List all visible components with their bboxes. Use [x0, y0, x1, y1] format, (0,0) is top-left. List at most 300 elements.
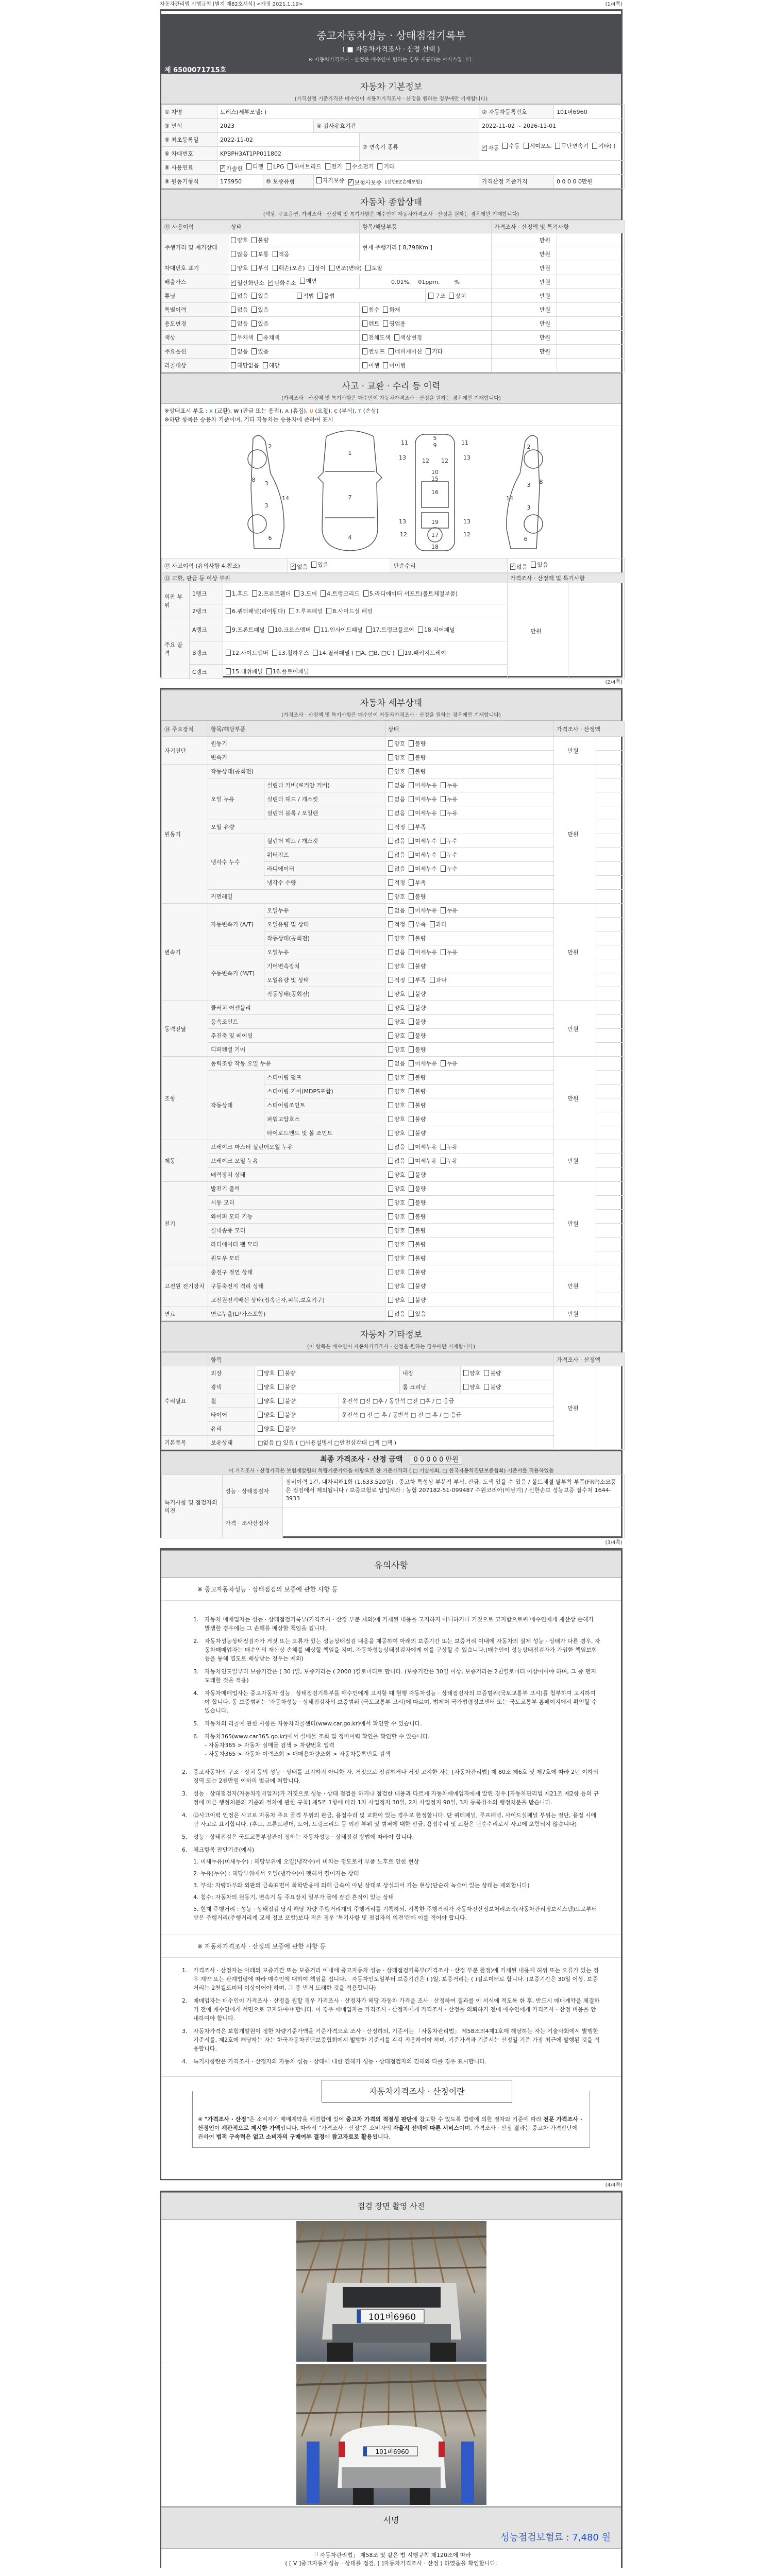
checkbox-icon[interactable] — [463, 1370, 468, 1376]
checkbox-icon[interactable] — [409, 1199, 414, 1206]
checkbox-option[interactable] — [365, 264, 382, 272]
checkbox-option[interactable] — [409, 1198, 426, 1207]
checkbox-option[interactable] — [409, 1087, 426, 1095]
checkbox-option[interactable] — [388, 1240, 405, 1248]
checkbox-option[interactable] — [449, 292, 466, 300]
checkbox-option[interactable] — [388, 1031, 405, 1040]
checkbox-option[interactable] — [409, 739, 426, 748]
checkbox-option[interactable] — [409, 809, 437, 817]
checkbox-option[interactable] — [409, 906, 437, 914]
checkbox-icon[interactable] — [388, 824, 393, 830]
checkbox-option[interactable] — [409, 1115, 426, 1123]
checkbox-option[interactable] — [388, 1268, 405, 1276]
checkbox-option[interactable] — [463, 1369, 480, 1377]
checkbox-icon[interactable] — [409, 810, 414, 816]
checkbox-option[interactable] — [226, 625, 265, 634]
checkbox-icon[interactable] — [409, 754, 414, 760]
checkbox-option[interactable] — [383, 306, 400, 314]
checkbox-icon[interactable] — [258, 1370, 263, 1376]
checkbox-icon[interactable] — [309, 265, 314, 271]
checkbox-option[interactable] — [409, 1296, 426, 1304]
checked-box-icon[interactable]: ✓ — [291, 563, 296, 569]
checkbox-icon[interactable] — [388, 1297, 393, 1303]
checkbox-icon[interactable] — [388, 866, 393, 872]
checkbox-icon[interactable] — [484, 1384, 489, 1390]
checkbox-icon[interactable] — [231, 293, 236, 299]
checkbox-icon[interactable] — [362, 307, 367, 313]
checkbox-option[interactable] — [409, 962, 426, 970]
checkbox-option[interactable] — [388, 837, 405, 845]
checkbox-option[interactable] — [409, 1018, 426, 1026]
checkbox-icon[interactable] — [251, 265, 257, 271]
checkbox-option[interactable] — [441, 906, 458, 914]
checkbox-option[interactable] — [502, 142, 519, 150]
checkbox-option[interactable] — [251, 306, 268, 314]
checkbox-icon[interactable] — [441, 810, 446, 816]
checkbox-icon[interactable] — [388, 1074, 393, 1080]
checkbox-option[interactable] — [252, 589, 291, 598]
checkbox-icon[interactable] — [272, 650, 277, 656]
checkbox-option[interactable] — [226, 667, 263, 675]
checkbox-icon[interactable] — [441, 838, 446, 844]
checkbox-icon[interactable] — [377, 163, 382, 170]
checkbox-icon[interactable] — [226, 626, 231, 633]
checkbox-icon[interactable] — [388, 1144, 393, 1150]
checkbox-icon[interactable] — [266, 668, 272, 674]
checkbox-option[interactable] — [388, 1212, 405, 1221]
checkbox-icon[interactable] — [409, 1130, 414, 1136]
checked-box-icon[interactable]: ✓ — [511, 563, 515, 569]
checkbox-icon[interactable] — [231, 237, 236, 243]
checkbox-icon[interactable] — [441, 1060, 446, 1066]
checkbox-option[interactable] — [326, 607, 373, 615]
checkbox-icon[interactable] — [441, 796, 446, 802]
checkbox-icon[interactable] — [430, 977, 435, 983]
checkbox-icon[interactable] — [278, 1384, 283, 1390]
checkbox-icon[interactable] — [231, 362, 236, 368]
checkbox-option[interactable] — [441, 781, 458, 789]
checked-box-icon[interactable]: ✓ — [482, 144, 487, 150]
checkbox-icon[interactable] — [409, 1074, 414, 1080]
checkbox-icon[interactable] — [231, 334, 236, 341]
checkbox-option[interactable] — [258, 1425, 275, 1433]
checkbox-option[interactable] — [388, 1310, 405, 1318]
checkbox-option[interactable] — [251, 319, 268, 328]
checkbox-option[interactable] — [251, 250, 268, 258]
checkbox-icon[interactable] — [388, 768, 393, 774]
checkbox-icon[interactable] — [409, 866, 414, 872]
checkbox-option[interactable] — [430, 976, 447, 984]
checkbox-option[interactable] — [346, 162, 374, 171]
checkbox-option[interactable] — [231, 292, 248, 300]
checkbox-option[interactable] — [409, 1073, 426, 1081]
checkbox-icon[interactable] — [409, 1172, 414, 1178]
checkbox-icon[interactable] — [592, 143, 597, 149]
checkbox-icon[interactable] — [388, 1199, 393, 1206]
checkbox-icon[interactable] — [288, 163, 293, 170]
checkbox-option[interactable] — [278, 1411, 295, 1419]
checkbox-option[interactable] — [388, 1143, 405, 1151]
checkbox-icon[interactable] — [409, 1019, 414, 1025]
checkbox-icon[interactable] — [257, 334, 262, 341]
checkbox-option[interactable] — [231, 333, 254, 342]
checkbox-icon[interactable] — [409, 1032, 414, 1039]
checkbox-option[interactable] — [251, 264, 268, 272]
checkbox-option[interactable] — [409, 1045, 426, 1054]
checkbox-option[interactable] — [409, 1240, 426, 1248]
checkbox-option[interactable] — [409, 823, 426, 831]
checkbox-icon[interactable] — [251, 293, 257, 299]
checkbox-icon[interactable] — [263, 362, 268, 368]
checkbox-icon[interactable] — [388, 1185, 393, 1192]
checkbox-option[interactable] — [383, 319, 406, 328]
checkbox-icon[interactable] — [365, 265, 371, 271]
checkbox-icon[interactable] — [428, 293, 433, 299]
checkbox-option[interactable] — [409, 767, 426, 775]
checkbox-icon[interactable] — [409, 1158, 414, 1164]
checkbox-icon[interactable] — [388, 838, 393, 844]
checkbox-icon[interactable] — [362, 320, 367, 327]
checkbox-option[interactable] — [366, 625, 414, 634]
checkbox-option[interactable] — [482, 144, 499, 152]
checkbox-option[interactable] — [388, 781, 405, 789]
checkbox-option[interactable] — [441, 1143, 458, 1151]
checkbox-option[interactable] — [289, 607, 323, 615]
checkbox-icon[interactable] — [388, 1241, 393, 1247]
checkbox-option[interactable] — [258, 1411, 275, 1419]
checkbox-option[interactable] — [251, 347, 268, 355]
checkbox-option[interactable] — [226, 607, 285, 615]
checkbox-icon[interactable] — [388, 963, 393, 969]
checkbox-icon[interactable] — [267, 163, 272, 170]
checkbox-option[interactable] — [273, 264, 305, 272]
checkbox-option[interactable] — [267, 163, 284, 170]
checkbox-icon[interactable] — [409, 1283, 414, 1289]
checkbox-option[interactable] — [231, 279, 264, 287]
checkbox-icon[interactable] — [409, 1213, 414, 1219]
checkbox-icon[interactable] — [426, 348, 431, 354]
checkbox-icon[interactable] — [246, 163, 251, 170]
checkbox-option[interactable] — [317, 292, 334, 300]
checkbox-option[interactable] — [409, 795, 437, 803]
checkbox-icon[interactable] — [409, 1297, 414, 1303]
checkbox-option[interactable] — [409, 920, 426, 928]
checkbox-option[interactable] — [231, 264, 248, 272]
checkbox-option[interactable] — [388, 851, 405, 859]
checkbox-option[interactable] — [388, 1254, 405, 1262]
checkbox-icon[interactable] — [388, 1158, 393, 1164]
checkbox-icon[interactable] — [278, 1412, 283, 1418]
checkbox-icon[interactable] — [409, 824, 414, 830]
checkbox-icon[interactable] — [388, 991, 393, 997]
checkbox-icon[interactable] — [388, 879, 393, 886]
checkbox-icon[interactable] — [258, 1398, 263, 1404]
checkbox-icon[interactable] — [251, 320, 257, 327]
checkbox-icon[interactable] — [441, 852, 446, 858]
checkbox-icon[interactable] — [409, 1255, 414, 1261]
checkbox-option[interactable] — [388, 906, 405, 914]
checkbox-option[interactable] — [231, 319, 248, 328]
checkbox-option[interactable] — [246, 162, 263, 171]
checkbox-icon[interactable] — [231, 320, 236, 327]
checkbox-option[interactable] — [388, 1184, 405, 1193]
checkbox-icon[interactable] — [297, 293, 302, 299]
checkbox-icon[interactable] — [441, 1158, 446, 1164]
checkbox-icon[interactable] — [388, 1088, 393, 1094]
checkbox-option[interactable] — [409, 1226, 426, 1234]
checkbox-option[interactable] — [388, 1157, 405, 1165]
checkbox-option[interactable] — [409, 1101, 426, 1109]
checkbox-icon[interactable] — [409, 1269, 414, 1275]
checkbox-icon[interactable] — [388, 1046, 393, 1053]
checkbox-option[interactable] — [329, 264, 362, 272]
checkbox-icon[interactable] — [388, 1102, 393, 1108]
checkbox-option[interactable] — [441, 865, 458, 873]
checkbox-option[interactable] — [388, 962, 405, 970]
checkbox-icon[interactable] — [388, 796, 393, 802]
checkbox-icon[interactable] — [388, 1283, 393, 1289]
checkbox-icon[interactable] — [325, 163, 330, 170]
checked-box-icon[interactable]: ✓ — [221, 165, 225, 171]
checkbox-icon[interactable] — [388, 782, 393, 788]
checkbox-icon[interactable] — [251, 348, 257, 354]
checked-box-icon[interactable]: ✓ — [231, 280, 236, 285]
checkbox-option[interactable] — [388, 976, 405, 984]
checkbox-option[interactable] — [409, 1157, 437, 1165]
checkbox-option[interactable] — [441, 851, 458, 859]
checkbox-icon[interactable] — [430, 921, 435, 927]
checkbox-icon[interactable] — [388, 1311, 393, 1317]
checkbox-icon[interactable] — [362, 334, 367, 341]
checkbox-icon[interactable] — [258, 1412, 263, 1418]
checkbox-option[interactable] — [388, 1004, 405, 1012]
checkbox-icon[interactable] — [409, 740, 414, 747]
checkbox-option[interactable] — [257, 333, 280, 342]
checkbox-option[interactable] — [388, 1045, 405, 1054]
checkbox-option[interactable] — [409, 990, 426, 998]
checkbox-option[interactable] — [388, 1059, 405, 1067]
checkbox-icon[interactable] — [278, 1370, 283, 1376]
checkbox-icon[interactable] — [363, 590, 368, 597]
checkbox-icon[interactable] — [409, 1144, 414, 1150]
checkbox-option[interactable] — [409, 1184, 426, 1193]
checkbox-icon[interactable] — [258, 1384, 263, 1390]
checkbox-icon[interactable] — [531, 562, 536, 568]
checkbox-option[interactable] — [226, 649, 268, 657]
checkbox-option[interactable] — [231, 361, 259, 369]
checkbox-icon[interactable] — [388, 949, 393, 955]
checkbox-option[interactable] — [278, 1397, 295, 1405]
checkbox-icon[interactable] — [388, 1227, 393, 1233]
checkbox-icon[interactable] — [300, 278, 305, 284]
checkbox-option[interactable] — [409, 753, 426, 761]
checkbox-icon[interactable] — [409, 879, 414, 886]
checkbox-option[interactable] — [484, 1383, 501, 1391]
checkbox-option[interactable] — [409, 1268, 426, 1276]
checkbox-option[interactable] — [409, 948, 437, 956]
checkbox-icon[interactable] — [388, 1255, 393, 1261]
checkbox-option[interactable] — [388, 920, 405, 928]
checkbox-icon[interactable] — [388, 1060, 393, 1066]
checkbox-icon[interactable] — [362, 348, 367, 354]
checkbox-icon[interactable] — [321, 590, 326, 597]
checkbox-icon[interactable] — [524, 143, 529, 149]
checkbox-icon[interactable] — [409, 935, 414, 941]
checkbox-option[interactable] — [272, 649, 309, 657]
checkbox-option[interactable] — [388, 990, 405, 998]
checkbox-option[interactable] — [325, 162, 342, 171]
checkbox-icon[interactable] — [258, 1426, 263, 1432]
checkbox-option[interactable] — [294, 589, 317, 598]
checkbox-option[interactable] — [377, 162, 394, 171]
checkbox-icon[interactable] — [409, 1005, 414, 1011]
checkbox-icon[interactable] — [409, 1060, 414, 1066]
checkbox-option[interactable] — [388, 1129, 405, 1137]
checkbox-icon[interactable] — [231, 348, 236, 354]
checkbox-option[interactable] — [409, 1171, 426, 1179]
checkbox-option[interactable] — [278, 1425, 295, 1433]
checkbox-icon[interactable] — [449, 293, 454, 299]
checkbox-icon[interactable] — [409, 1241, 414, 1247]
checkbox-option[interactable] — [409, 1254, 426, 1262]
checkbox-option[interactable] — [388, 892, 405, 901]
checkbox-icon[interactable] — [226, 608, 231, 614]
checkbox-icon[interactable] — [362, 362, 367, 368]
checkbox-option[interactable] — [409, 851, 437, 859]
checkbox-option[interactable] — [409, 1004, 426, 1012]
checkbox-icon[interactable] — [418, 626, 423, 633]
checkbox-icon[interactable] — [409, 796, 414, 802]
checkbox-option[interactable] — [321, 589, 360, 598]
checkbox-icon[interactable] — [409, 963, 414, 969]
checkbox-option[interactable] — [409, 1143, 437, 1151]
checkbox-option[interactable] — [388, 1296, 405, 1304]
checkbox-option[interactable] — [231, 236, 248, 244]
checkbox-icon[interactable] — [388, 1130, 393, 1136]
checkbox-option[interactable] — [388, 1282, 405, 1290]
checkbox-option[interactable] — [388, 865, 405, 873]
checkbox-option[interactable] — [291, 563, 308, 571]
checkbox-icon[interactable] — [388, 810, 393, 816]
checkbox-icon[interactable] — [394, 334, 399, 341]
checkbox-option[interactable] — [263, 361, 280, 369]
checkbox-option[interactable] — [362, 306, 379, 314]
checkbox-icon[interactable] — [346, 163, 351, 170]
checkbox-option[interactable] — [388, 1087, 405, 1095]
checkbox-icon[interactable] — [409, 782, 414, 788]
checkbox-icon[interactable] — [278, 1426, 283, 1432]
checkbox-icon[interactable] — [409, 838, 414, 844]
checkbox-icon[interactable] — [388, 754, 393, 760]
checkbox-option[interactable] — [409, 1282, 426, 1290]
checkbox-option[interactable] — [463, 1383, 480, 1391]
checkbox-option[interactable] — [311, 561, 328, 569]
checkbox-icon[interactable] — [366, 626, 372, 633]
checkbox-icon[interactable] — [329, 265, 334, 271]
checkbox-icon[interactable] — [231, 265, 236, 271]
checkbox-icon[interactable] — [278, 1398, 283, 1404]
checkbox-option[interactable] — [226, 589, 248, 598]
checkbox-icon[interactable] — [502, 143, 508, 149]
checkbox-option[interactable] — [231, 250, 248, 258]
checkbox-icon[interactable] — [383, 320, 388, 327]
checkbox-option[interactable] — [297, 292, 314, 300]
checkbox-option[interactable] — [363, 589, 458, 598]
checkbox-option[interactable] — [388, 1226, 405, 1234]
checkbox-option[interactable] — [388, 767, 405, 775]
checkbox-icon[interactable] — [389, 348, 394, 354]
checkbox-icon[interactable] — [388, 740, 393, 747]
checkbox-option[interactable] — [362, 347, 385, 355]
checkbox-option[interactable] — [409, 878, 426, 887]
checkbox-option[interactable] — [409, 1059, 437, 1067]
checkbox-icon[interactable] — [311, 562, 316, 568]
checkbox-icon[interactable] — [251, 237, 257, 243]
checkbox-icon[interactable] — [226, 590, 231, 597]
checkbox-option[interactable] — [409, 1129, 426, 1137]
checked-box-icon[interactable]: ✓ — [348, 179, 353, 185]
checkbox-option[interactable] — [409, 976, 426, 984]
checkbox-icon[interactable] — [463, 1384, 468, 1390]
checkbox-option[interactable] — [428, 292, 445, 300]
checkbox-option[interactable] — [441, 809, 458, 817]
checkbox-icon[interactable] — [388, 1019, 393, 1025]
checkbox-icon[interactable] — [313, 650, 318, 656]
checkbox-icon[interactable] — [388, 1269, 393, 1275]
checkbox-option[interactable] — [592, 142, 615, 150]
checkbox-option[interactable] — [314, 625, 362, 634]
checkbox-icon[interactable] — [441, 949, 446, 955]
checkbox-option[interactable] — [441, 795, 458, 803]
checkbox-option[interactable] — [251, 292, 268, 300]
checkbox-option[interactable] — [348, 178, 382, 187]
checkbox-icon[interactable] — [388, 935, 393, 941]
checkbox-option[interactable] — [510, 563, 527, 571]
checkbox-option[interactable] — [388, 1171, 405, 1179]
checkbox-option[interactable] — [394, 333, 423, 342]
checkbox-option[interactable] — [555, 142, 589, 150]
checkbox-option[interactable] — [388, 948, 405, 956]
checkbox-option[interactable] — [409, 1212, 426, 1221]
checkbox-option[interactable] — [388, 823, 405, 831]
checkbox-option[interactable] — [409, 865, 437, 873]
checkbox-option[interactable] — [309, 264, 326, 272]
checkbox-icon[interactable] — [409, 768, 414, 774]
checkbox-option[interactable] — [231, 347, 248, 355]
checkbox-option[interactable] — [388, 1073, 405, 1081]
checkbox-option[interactable] — [441, 1059, 458, 1067]
checkbox-option[interactable] — [409, 837, 437, 845]
checkbox-icon[interactable] — [388, 921, 393, 927]
checkbox-icon[interactable] — [409, 949, 414, 955]
checkbox-icon[interactable] — [409, 921, 414, 927]
checkbox-icon[interactable] — [231, 307, 236, 313]
checkbox-option[interactable] — [388, 1198, 405, 1207]
checkbox-option[interactable] — [418, 625, 455, 634]
checkbox-option[interactable] — [388, 809, 405, 817]
checkbox-option[interactable] — [278, 1369, 295, 1377]
checkbox-option[interactable] — [388, 1101, 405, 1109]
checkbox-option[interactable] — [251, 236, 268, 244]
checkbox-icon[interactable] — [388, 977, 393, 983]
checkbox-icon[interactable] — [409, 1088, 414, 1094]
checkbox-option[interactable] — [484, 1369, 501, 1377]
checkbox-icon[interactable] — [317, 293, 323, 299]
checkbox-icon[interactable] — [273, 265, 278, 271]
checkbox-icon[interactable] — [441, 907, 446, 913]
checkbox-option[interactable] — [268, 625, 311, 634]
checkbox-option[interactable] — [313, 649, 395, 657]
